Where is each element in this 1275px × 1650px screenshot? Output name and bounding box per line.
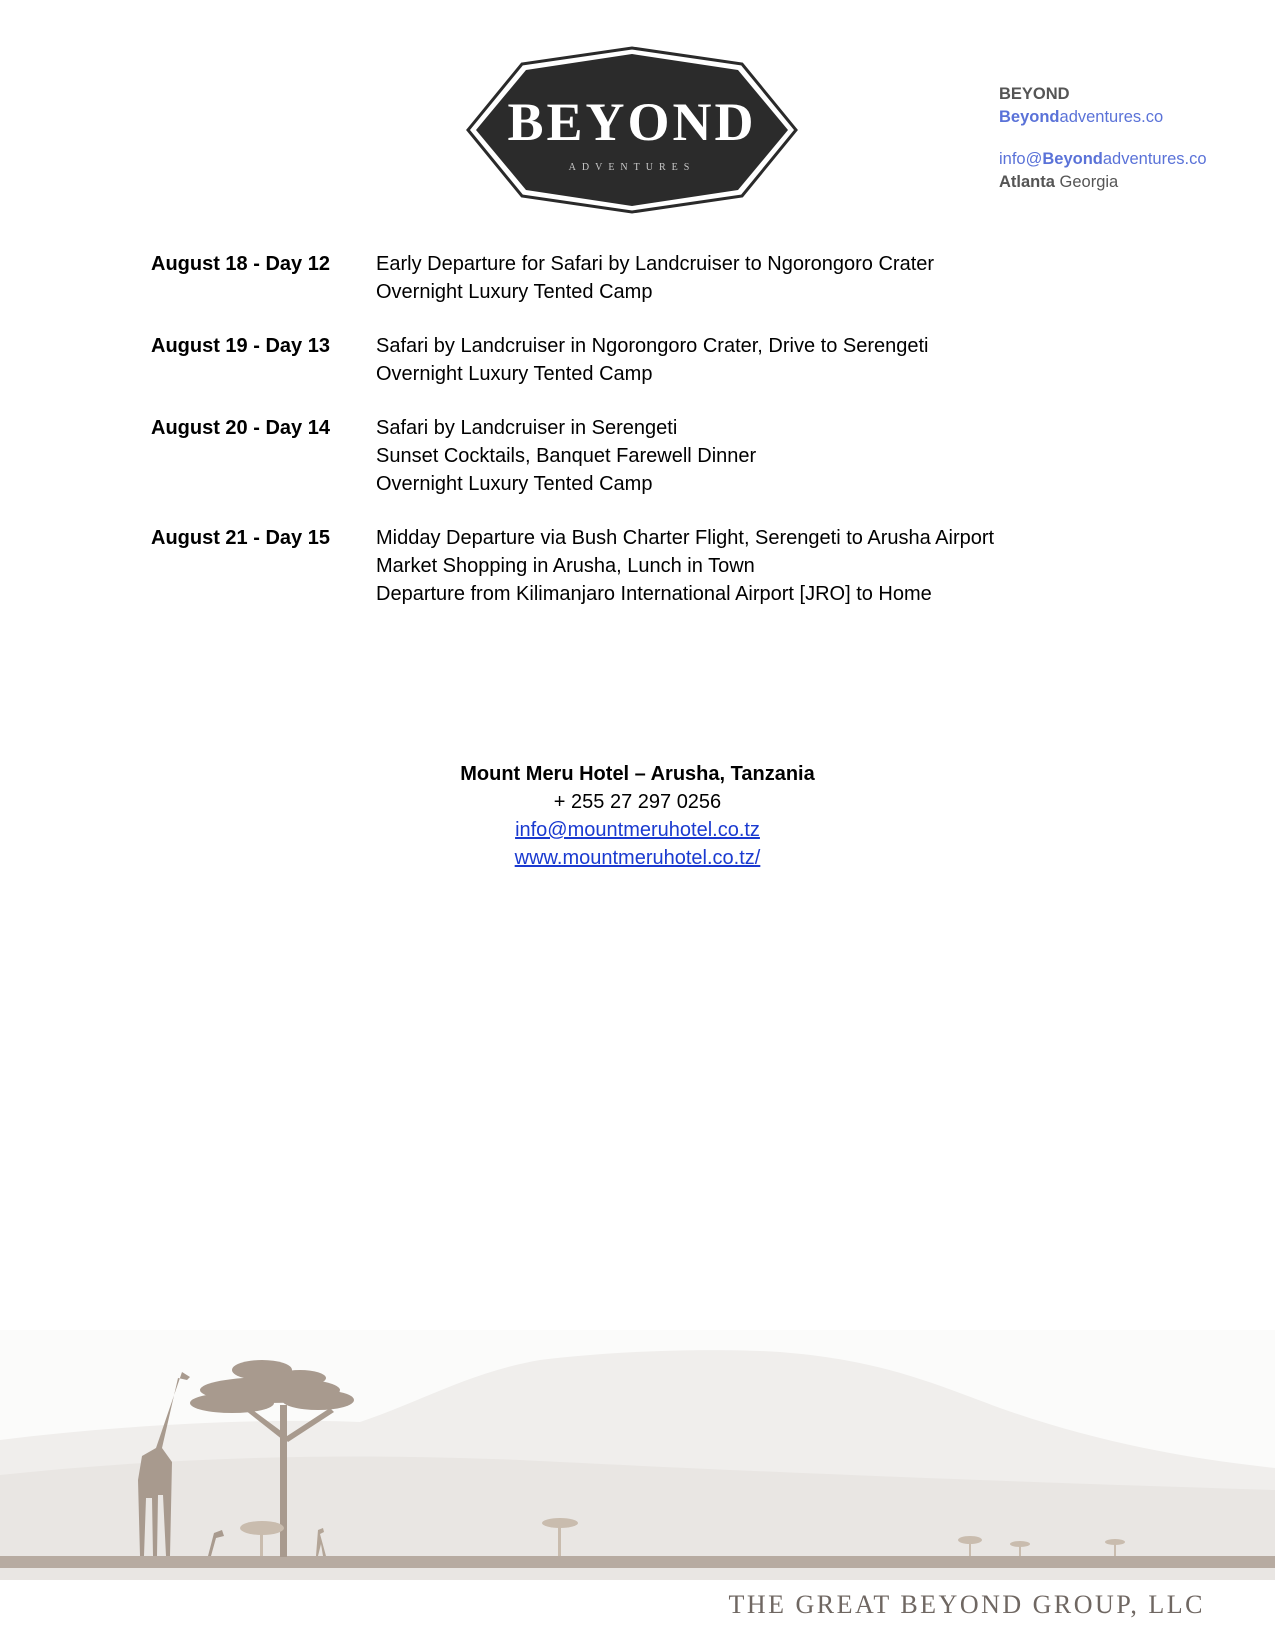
- itinerary-activity: Departure from Kilimanjaro International Airport [JRO] to Home: [376, 583, 932, 605]
- company-contact: [999, 83, 1207, 194]
- itinerary: [151, 250, 1111, 634]
- itinerary-day: [151, 250, 1111, 306]
- hotel-info: [0, 760, 1275, 872]
- itinerary-day: [151, 332, 1111, 388]
- footer-company-name: THE GREAT BEYOND GROUP, LLC: [728, 1590, 1205, 1619]
- beyond-adventures-logo: [462, 44, 802, 216]
- itinerary-activity: Sunset Cocktails, Banquet Farewell Dinner: [376, 445, 757, 467]
- itinerary-activity: Overnight Luxury Tented Camp: [376, 281, 653, 303]
- itinerary-date: August 18 - Day 12: [151, 253, 330, 275]
- itinerary-activity: Safari by Landcruiser in Serengeti: [376, 417, 678, 439]
- itinerary-activity: Overnight Luxury Tented Camp: [376, 363, 653, 385]
- hotel-website-link[interactable]: www.mountmeruhotel.co.tz/: [514, 847, 761, 869]
- company-name: BEYOND: [999, 85, 1070, 103]
- itinerary-activity: Early Departure for Safari by Landcruiser to Ngorongoro Crater: [376, 253, 935, 275]
- savanna-landscape-illustration: [0, 1330, 1275, 1580]
- itinerary-date: August 21 - Day 15: [151, 527, 330, 549]
- itinerary-activity: Overnight Luxury Tented Camp: [376, 473, 653, 495]
- itinerary-activity: Midday Departure via Bush Charter Flight, Serengeti to Arusha Airport: [376, 527, 995, 549]
- itinerary-date: August 19 - Day 13: [151, 335, 330, 357]
- hotel-name: Mount Meru Hotel – Arusha, Tanzania: [460, 763, 815, 785]
- company-email[interactable]: info@Beyondadventures.co: [999, 150, 1207, 168]
- logo-subtitle: ADVENTURES: [568, 162, 696, 173]
- itinerary-day: [151, 414, 1111, 498]
- itinerary-activity: Safari by Landcruiser in Ngorongoro Crater, Drive to Serengeti: [376, 335, 929, 357]
- logo-title: BEYOND: [507, 92, 757, 152]
- itinerary-date: August 20 - Day 14: [151, 417, 330, 439]
- company-website[interactable]: Beyondadventures.co: [999, 108, 1164, 126]
- company-location: Atlanta Georgia: [999, 173, 1119, 191]
- hotel-email-link[interactable]: info@mountmeruhotel.co.tz: [515, 819, 760, 841]
- itinerary-day: [151, 524, 1111, 608]
- hotel-phone: + 255 27 297 0256: [553, 791, 722, 813]
- itinerary-activity: Market Shopping in Arusha, Lunch in Town: [376, 555, 755, 577]
